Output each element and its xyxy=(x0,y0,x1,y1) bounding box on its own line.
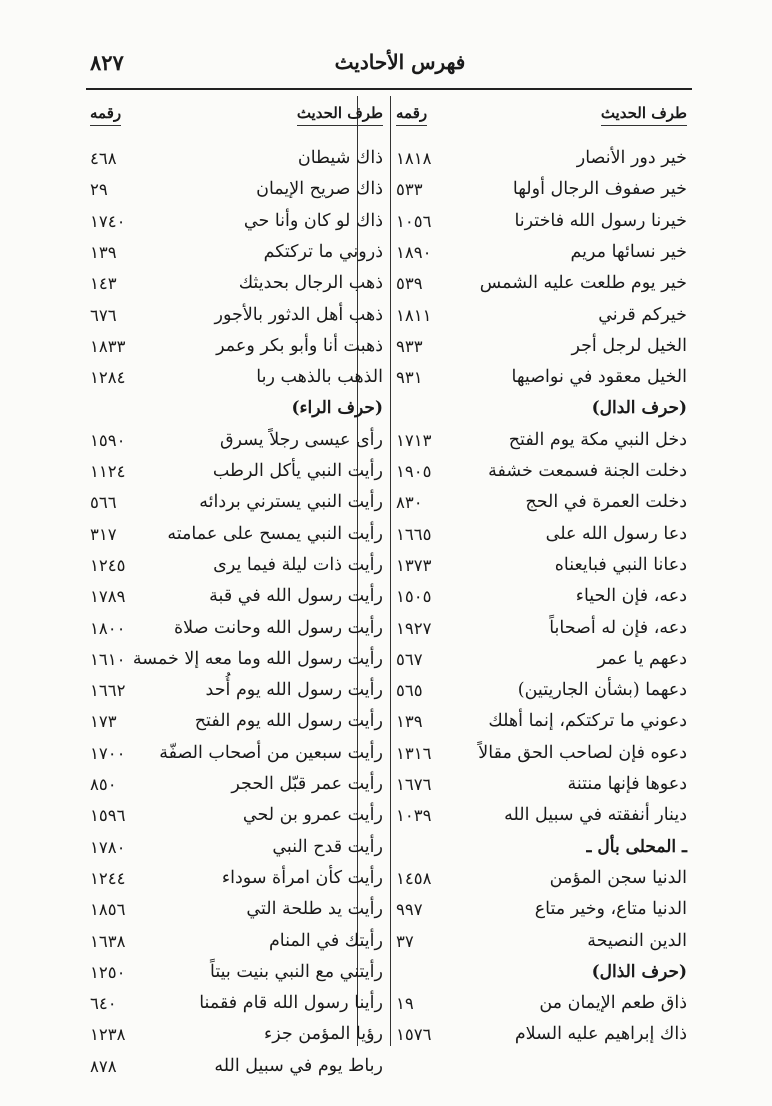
hadith-number: ١٧٠٠ xyxy=(90,743,126,763)
hadith-number: ٢٩ xyxy=(90,180,108,200)
hadith-number: ١٨١٨ xyxy=(396,149,432,168)
hadith-number: ١٠٣٩ xyxy=(396,806,432,826)
hadith-number: ٨٥٠ xyxy=(90,775,117,794)
hadith-entry: الدين النصيحة xyxy=(587,930,687,951)
hadith-entry: رأيت يد طلحة التي xyxy=(246,899,383,920)
hadith-entry: ذاك صريح الإيمان xyxy=(256,179,383,200)
hadith-number: ٣٧ xyxy=(396,931,414,951)
hadith-entry: دخلت العمرة في الحج xyxy=(525,492,687,513)
hadith-number: ٦٤٠ xyxy=(90,994,117,1014)
hadith-entry: دعه، فإن له أصحاباً xyxy=(549,617,687,638)
hadith-number: ١٩ xyxy=(396,994,414,1014)
hadith-number: ٥٣٣ xyxy=(396,180,423,200)
hadith-entry: دعوها فإنها منتنة xyxy=(567,774,687,794)
hadith-number: ١٨٩٠ xyxy=(396,242,432,262)
hadith-number: ١٨١١ xyxy=(396,305,432,325)
hadith-number: ١٣٩ xyxy=(90,242,117,262)
hadith-entry: رأيت كأن امرأة سوداء xyxy=(221,867,383,888)
hadith-entry: رأيت ذات ليلة فيما يرى xyxy=(213,554,383,575)
hadith-number: ٩٣٣ xyxy=(396,336,423,356)
page-number: ٨٢٧ xyxy=(90,50,124,75)
hadith-number: ٣١٧ xyxy=(90,524,117,544)
hadith-entry: رأيت عمر قبّل الحجر xyxy=(231,774,383,794)
hadith-entry: ذاك إبراهيم عليه السلام xyxy=(514,1024,687,1045)
hadith-entry: رأيت قدح النبي xyxy=(272,836,383,857)
hadith-entry: رأيت رسول الله في قبة xyxy=(209,586,383,607)
hadith-number: ١٠٥٦ xyxy=(396,211,432,231)
hadith-entry: رأى عيسى رجلاً يسرق xyxy=(219,429,383,450)
hadith-entry: ذروني ما تركتكم xyxy=(263,241,383,262)
hadith-entry: رأيتني مع النبي بنيت بيتاً xyxy=(210,961,383,982)
hadith-number: ١٦٣٨ xyxy=(90,931,126,951)
hadith-entry: الدنيا متاع، وخير متاع xyxy=(534,899,687,920)
hadith-entry: ذهب أهل الدثور بالأجور xyxy=(214,304,383,325)
hadith-number: ٨٧٨ xyxy=(90,1056,117,1076)
hadith-number: ١٢٤٥ xyxy=(90,555,126,575)
section-heading: ـ المحلى بأل ـ xyxy=(586,836,687,857)
right-hadith-header: طرف الحديث xyxy=(601,104,687,126)
hadith-entry: دخل النبي مكة يوم الفتح xyxy=(508,429,687,450)
hadith-number: ١٧٨٠ xyxy=(90,837,126,857)
hadith-entry: الخيل لرجل أجر xyxy=(571,335,687,356)
page-title: فهرس الأحاديث xyxy=(334,50,466,74)
hadith-entry: رؤيا المؤمن جزء xyxy=(264,1024,383,1045)
hadith-entry: الدنيا سجن المؤمن xyxy=(549,867,687,888)
hadith-entry: ذاك لو كان وأنا حي xyxy=(243,210,383,231)
hadith-entry: الخيل معقود في نواصيها xyxy=(511,367,687,388)
hadith-entry: رأيت رسول الله يوم الفتح xyxy=(194,711,383,732)
hadith-entry: دعه، فإن الحياء xyxy=(575,586,687,607)
hadith-entry: دخلت الجنة فسمعت خشفة xyxy=(488,461,687,481)
hadith-entry: الذهب بالذهب ربا xyxy=(256,367,383,388)
hadith-number: ٨٣٠ xyxy=(396,493,423,513)
hadith-number: ٩٩٧ xyxy=(396,900,423,920)
section-heading: (حرف الدال) xyxy=(591,398,687,419)
hadith-number: ١٤٣ xyxy=(90,274,117,294)
hadith-number: ١٢٤٤ xyxy=(90,868,126,888)
hadith-number: ١٦٦٢ xyxy=(90,681,126,701)
hadith-number: ١٧٨٩ xyxy=(90,587,126,607)
hadith-number: ١٥٠٥ xyxy=(396,587,432,607)
hadith-entry: دعهما (بشأن الجاريتين) xyxy=(517,680,687,701)
hadith-number: ١٢٣٨ xyxy=(90,1025,126,1045)
hadith-entry: رأيت سبعين من أصحاب الصفّة xyxy=(159,742,383,763)
hadith-entry: ذهبت أنا وأبو بكر وعمر xyxy=(216,335,383,356)
hadith-entry: رأيت رسول الله وما معه إلا خمسة xyxy=(132,648,383,669)
hadith-entry: رأيت رسول الله يوم أُحد xyxy=(205,680,383,701)
hadith-entry: خير دور الأنصار xyxy=(576,148,687,168)
hadith-entry: دعوني ما تركتكم، إنما أهلك xyxy=(488,711,687,732)
left-number-header: رقمه xyxy=(90,104,121,126)
hadith-entry: دعا رسول الله على xyxy=(545,523,687,544)
hadith-number: ١٢٥٠ xyxy=(90,962,126,982)
hadith-number: ١٦١٠ xyxy=(90,649,126,669)
hadith-entry: رأيت رسول الله وحانت صلاة xyxy=(174,617,383,638)
hadith-number: ١٣١٦ xyxy=(396,743,432,763)
hadith-number: ٦٧٦ xyxy=(90,305,117,325)
hadith-number: ٤٦٨ xyxy=(90,149,117,168)
hadith-entry: دعوه فإن لصاحب الحق مقالاً xyxy=(478,742,687,763)
hadith-number: ١٧٤٠ xyxy=(90,211,126,231)
hadith-number: ١٩٠٥ xyxy=(396,462,432,481)
hadith-number: ١٩٢٧ xyxy=(396,618,432,638)
hadith-entry: رأيت النبي يسترني بردائه xyxy=(199,492,383,513)
hadith-number: ٥٣٩ xyxy=(396,274,423,294)
hadith-entry: رأيت النبي يأكل الرطب xyxy=(212,461,383,481)
left-hadith-header: طرف الحديث xyxy=(297,104,383,126)
hadith-entry: خيركم قرني xyxy=(598,304,687,325)
hadith-number: ١٨٥٦ xyxy=(90,900,126,920)
hadith-entry: ذاك شيطان xyxy=(297,148,383,168)
hadith-entry: خير صفوف الرجال أولها xyxy=(512,179,687,200)
hadith-entry: ذهب الرجال بحديثك xyxy=(238,273,383,294)
hadith-entry: خير نسائها مريم xyxy=(570,241,687,262)
hadith-entry: خير يوم طلعت عليه الشمس xyxy=(479,273,687,294)
hadith-number: ١٣٩ xyxy=(396,712,423,732)
hadith-number: ٥٦٥ xyxy=(396,681,423,701)
section-heading: (حرف الراء) xyxy=(291,398,383,419)
hadith-number: ١٥٩٠ xyxy=(90,430,126,450)
hadith-number: ٥٦٦ xyxy=(90,493,117,513)
hadith-entry: دعانا النبي فبايعناه xyxy=(554,554,687,575)
hadith-number: ١٨٠٠ xyxy=(90,618,126,638)
hadith-entry: رأيتك في المنام xyxy=(268,930,383,951)
hadith-number: ١٤٥٨ xyxy=(396,868,432,888)
hadith-number: ٥٦٧ xyxy=(396,649,423,669)
hadith-number: ١٦٦٥ xyxy=(396,524,432,544)
hadith-entry: رأيت النبي يمسح على عمامته xyxy=(167,523,383,544)
hadith-entry: رأيت عمرو بن لحي xyxy=(242,805,383,826)
hadith-number: ١٨٣٣ xyxy=(90,336,126,356)
hadith-entry: رأينا رسول الله قام فقمنا xyxy=(199,993,383,1014)
hadith-entry: خيرنا رسول الله فاخترنا xyxy=(514,210,687,231)
right-number-header: رقمه xyxy=(396,104,427,126)
hadith-number: ٩٣١ xyxy=(396,368,423,388)
hadith-number: ١١٢٤ xyxy=(90,462,126,481)
section-heading: (حرف الذال) xyxy=(591,961,687,982)
hadith-entry: دينار أنفقته في سبيل الله xyxy=(504,805,687,826)
hadith-number: ١٥٩٦ xyxy=(90,806,126,826)
hadith-entry: ذاق طعم الإيمان من xyxy=(539,993,687,1014)
hadith-number: ١٣٧٣ xyxy=(396,555,432,575)
hadith-number: ١٧٣ xyxy=(90,712,117,732)
hadith-entry: دعهم يا عمر xyxy=(597,648,687,669)
hadith-number: ١٥٧٦ xyxy=(396,1025,432,1045)
hadith-entry: رباط يوم في سبيل الله xyxy=(214,1055,383,1076)
hadith-number: ١٧١٣ xyxy=(396,430,432,450)
header-rule xyxy=(86,88,692,90)
hadith-number: ١٢٨٤ xyxy=(90,368,126,388)
hadith-number: ١٦٧٦ xyxy=(396,775,432,794)
